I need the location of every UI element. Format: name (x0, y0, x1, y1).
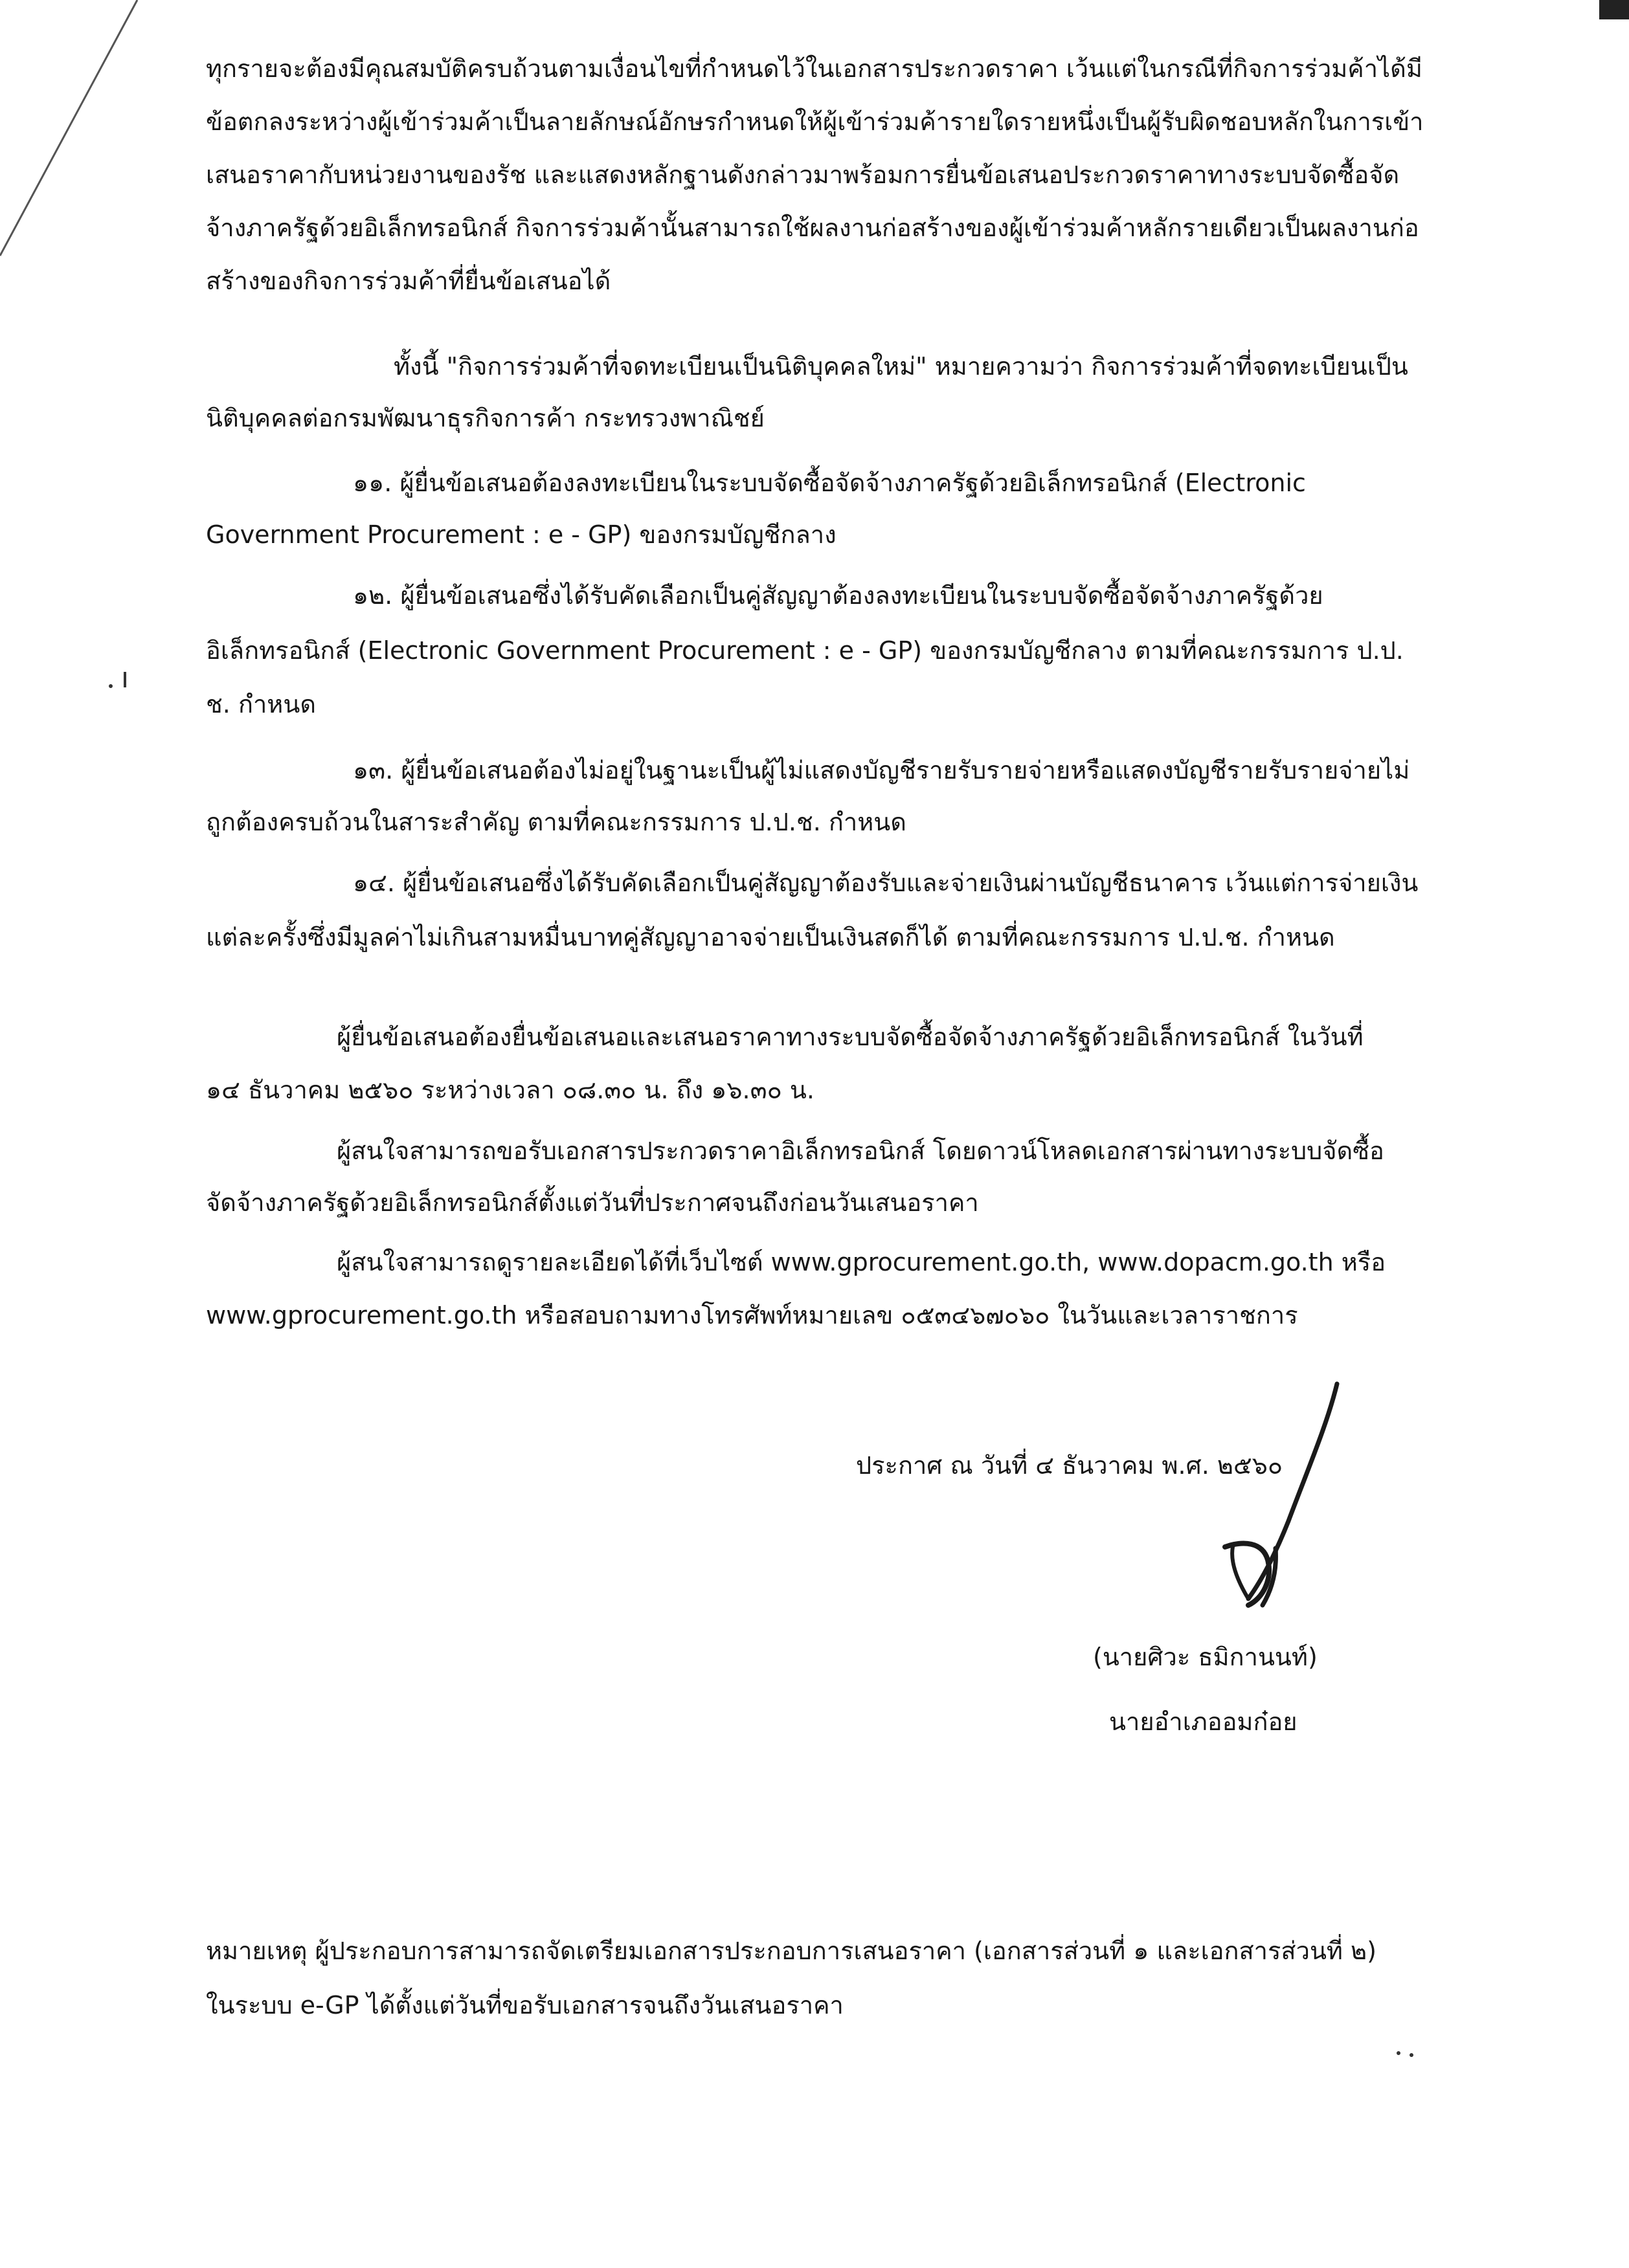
paragraph-line: จัดจ้างภาครัฐด้วยอิเล็กทรอนิกส์ตั้งแต่วันที่ประกาศจนถึงก่อนวันเสนอราคา (206, 1188, 979, 1217)
paragraph-line: นิติบุคคลต่อกรมพัฒนาธุรกิจการค้า กระทรวงพาณิชย์ (206, 404, 765, 432)
scan-corner-mark (1599, 0, 1629, 26)
scan-edge-mark (0, 0, 155, 272)
note-line: ในระบบ e-GP ได้ตั้งแต่วันที่ขอรับเอกสารจนถึงวันเสนอราคา (206, 1991, 844, 2019)
list-item-14: ๑๔. ผู้ยื่นข้อเสนอซึ่งได้รับคัดเลือกเป็นคู่สัญญาต้องรับและจ่ายเงินผ่านบัญชีธนาคาร เว้นแต่การจ่ายเงิน (353, 869, 1419, 897)
paragraph-line: ๑๔ ธันวาคม ๒๕๖๐ ระหว่างเวลา ๐๘.๓๐ น. ถึง ๑๖.๓๐ น. (206, 1076, 814, 1104)
paragraph-line: แต่ละครั้งซึ่งมีมูลค่าไม่เกินสามหมื่นบาทคู่สัญญาอาจจ่ายเป็นเงินสดก็ได้ ตามที่คณะกรรมการ ป.ป.ช. กำหนด (206, 923, 1335, 951)
paragraph-line: จ้างภาครัฐด้วยอิเล็กทรอนิกส์ กิจการร่วมค้านั้นสามารถใช้ผลงานก่อสร้างของผู้เข้าร่วมค้าหลักรายเดียวเป็นผลงานก่อ (206, 214, 1419, 242)
paragraph-line: สร้างของกิจการร่วมค้าที่ยื่นข้อเสนอได้ (206, 267, 611, 295)
announcement-date: ประกาศ ณ วันที่ ๔ ธันวาคม พ.ศ. ๒๕๖๐ (856, 1451, 1283, 1480)
paragraph-line: อิเล็กทรอนิกส์ (Electronic Government Procurement : e - GP) ของกรมบัญชีกลาง ตามที่คณะกรรมการ ป.ป. (206, 636, 1404, 665)
paragraph-line: ทุกรายจะต้องมีคุณสมบัติครบถ้วนตามเงื่อนไขที่กำหนดไว้ในเอกสารประกวดราคา เว้นแต่ในกรณีที่กิจการร่วมค้าได้มี (206, 54, 1422, 83)
list-item-11: ๑๑. ผู้ยื่นข้อเสนอต้องลงทะเบียนในระบบจัดซื้อจัดจ้างภาครัฐด้วยอิเล็กทรอนิกส์ (Electronic (353, 469, 1306, 497)
list-item-12: ๑๒. ผู้ยื่นข้อเสนอซึ่งได้รับคัดเลือกเป็นคู่สัญญาต้องลงทะเบียนในระบบจัดซื้อจัดจ้างภาครัฐด้วย (353, 581, 1323, 610)
paragraph-line: ผู้ยื่นข้อเสนอต้องยื่นข้อเสนอและเสนอราคาทางระบบจัดซื้อจัดจ้างภาครัฐด้วยอิเล็กทรอนิกส์ ในวันที่ (337, 1023, 1364, 1051)
paragraph-line: ถูกต้องครบถ้วนในสาระสำคัญ ตามที่คณะกรรมการ ป.ป.ช. กำหนด (206, 808, 906, 836)
paragraph-line: ผู้สนใจสามารถดูรายละเอียดได้ที่เว็บไซต์ www.gprocurement.go.th, www.dopacm.go.th หรือ (337, 1248, 1386, 1276)
signatory-title: นายอำเภออมก๋อย (1109, 1707, 1298, 1736)
signatory-name: (นายศิวะ ธมิกานนท์) (1093, 1643, 1318, 1671)
paragraph-line: ช. กำหนด (206, 690, 316, 718)
list-item-13: ๑๓. ผู้ยื่นข้อเสนอต้องไม่อยู่ในฐานะเป็นผู้ไม่แสดงบัญชีรายรับรายจ่ายหรือแสดงบัญชีรายรับรายจ่ายไม่ (353, 756, 1410, 784)
stray-mark (1392, 2045, 1431, 2065)
paragraph-line: Government Procurement : e - GP) ของกรมบัญชีกลาง (206, 520, 837, 549)
paragraph-line: ผู้สนใจสามารถขอรับเอกสารประกวดราคาอิเล็กทรอนิกส์ โดยดาวน์โหลดเอกสารผ่านทางระบบจัดซื้อ (337, 1137, 1384, 1165)
paragraph-line: ข้อตกลงระหว่างผู้เข้าร่วมค้าเป็นลายลักษณ์อักษรกำหนดให้ผู้เข้าร่วมค้ารายใดรายหนึ่งเป็นผู้รับผิดชอบหลักในการเข้า (206, 107, 1424, 136)
paragraph-line: ทั้งนี้ "กิจการร่วมค้าที่จดทะเบียนเป็นนิติบุคคลใหม่" หมายความว่า กิจการร่วมค้าที่จดทะเบียนเป็น (394, 352, 1408, 381)
paragraph-line: เสนอราคากับหน่วยงานของรัช และแสดงหลักฐานดังกล่าวมาพร้อมการยื่นข้อเสนอประกวดราคาทางระบบจัดซื้อจัด (206, 161, 1400, 189)
stray-mark (107, 667, 139, 693)
paragraph-line: www.gprocurement.go.th หรือสอบถามทางโทรศัพท์หมายเลข ๐๕๓๔๖๗๐๖๐ ในวันและเวลาราชการ (206, 1301, 1298, 1329)
handwritten-signature (1165, 1372, 1360, 1618)
note-line: หมายเหตุ ผู้ประกอบการสามารถจัดเตรียมเอกสารประกอบการเสนอราคา (เอกสารส่วนที่ ๑ และเอกสารส่วนที่ ๒) (206, 1937, 1376, 1965)
